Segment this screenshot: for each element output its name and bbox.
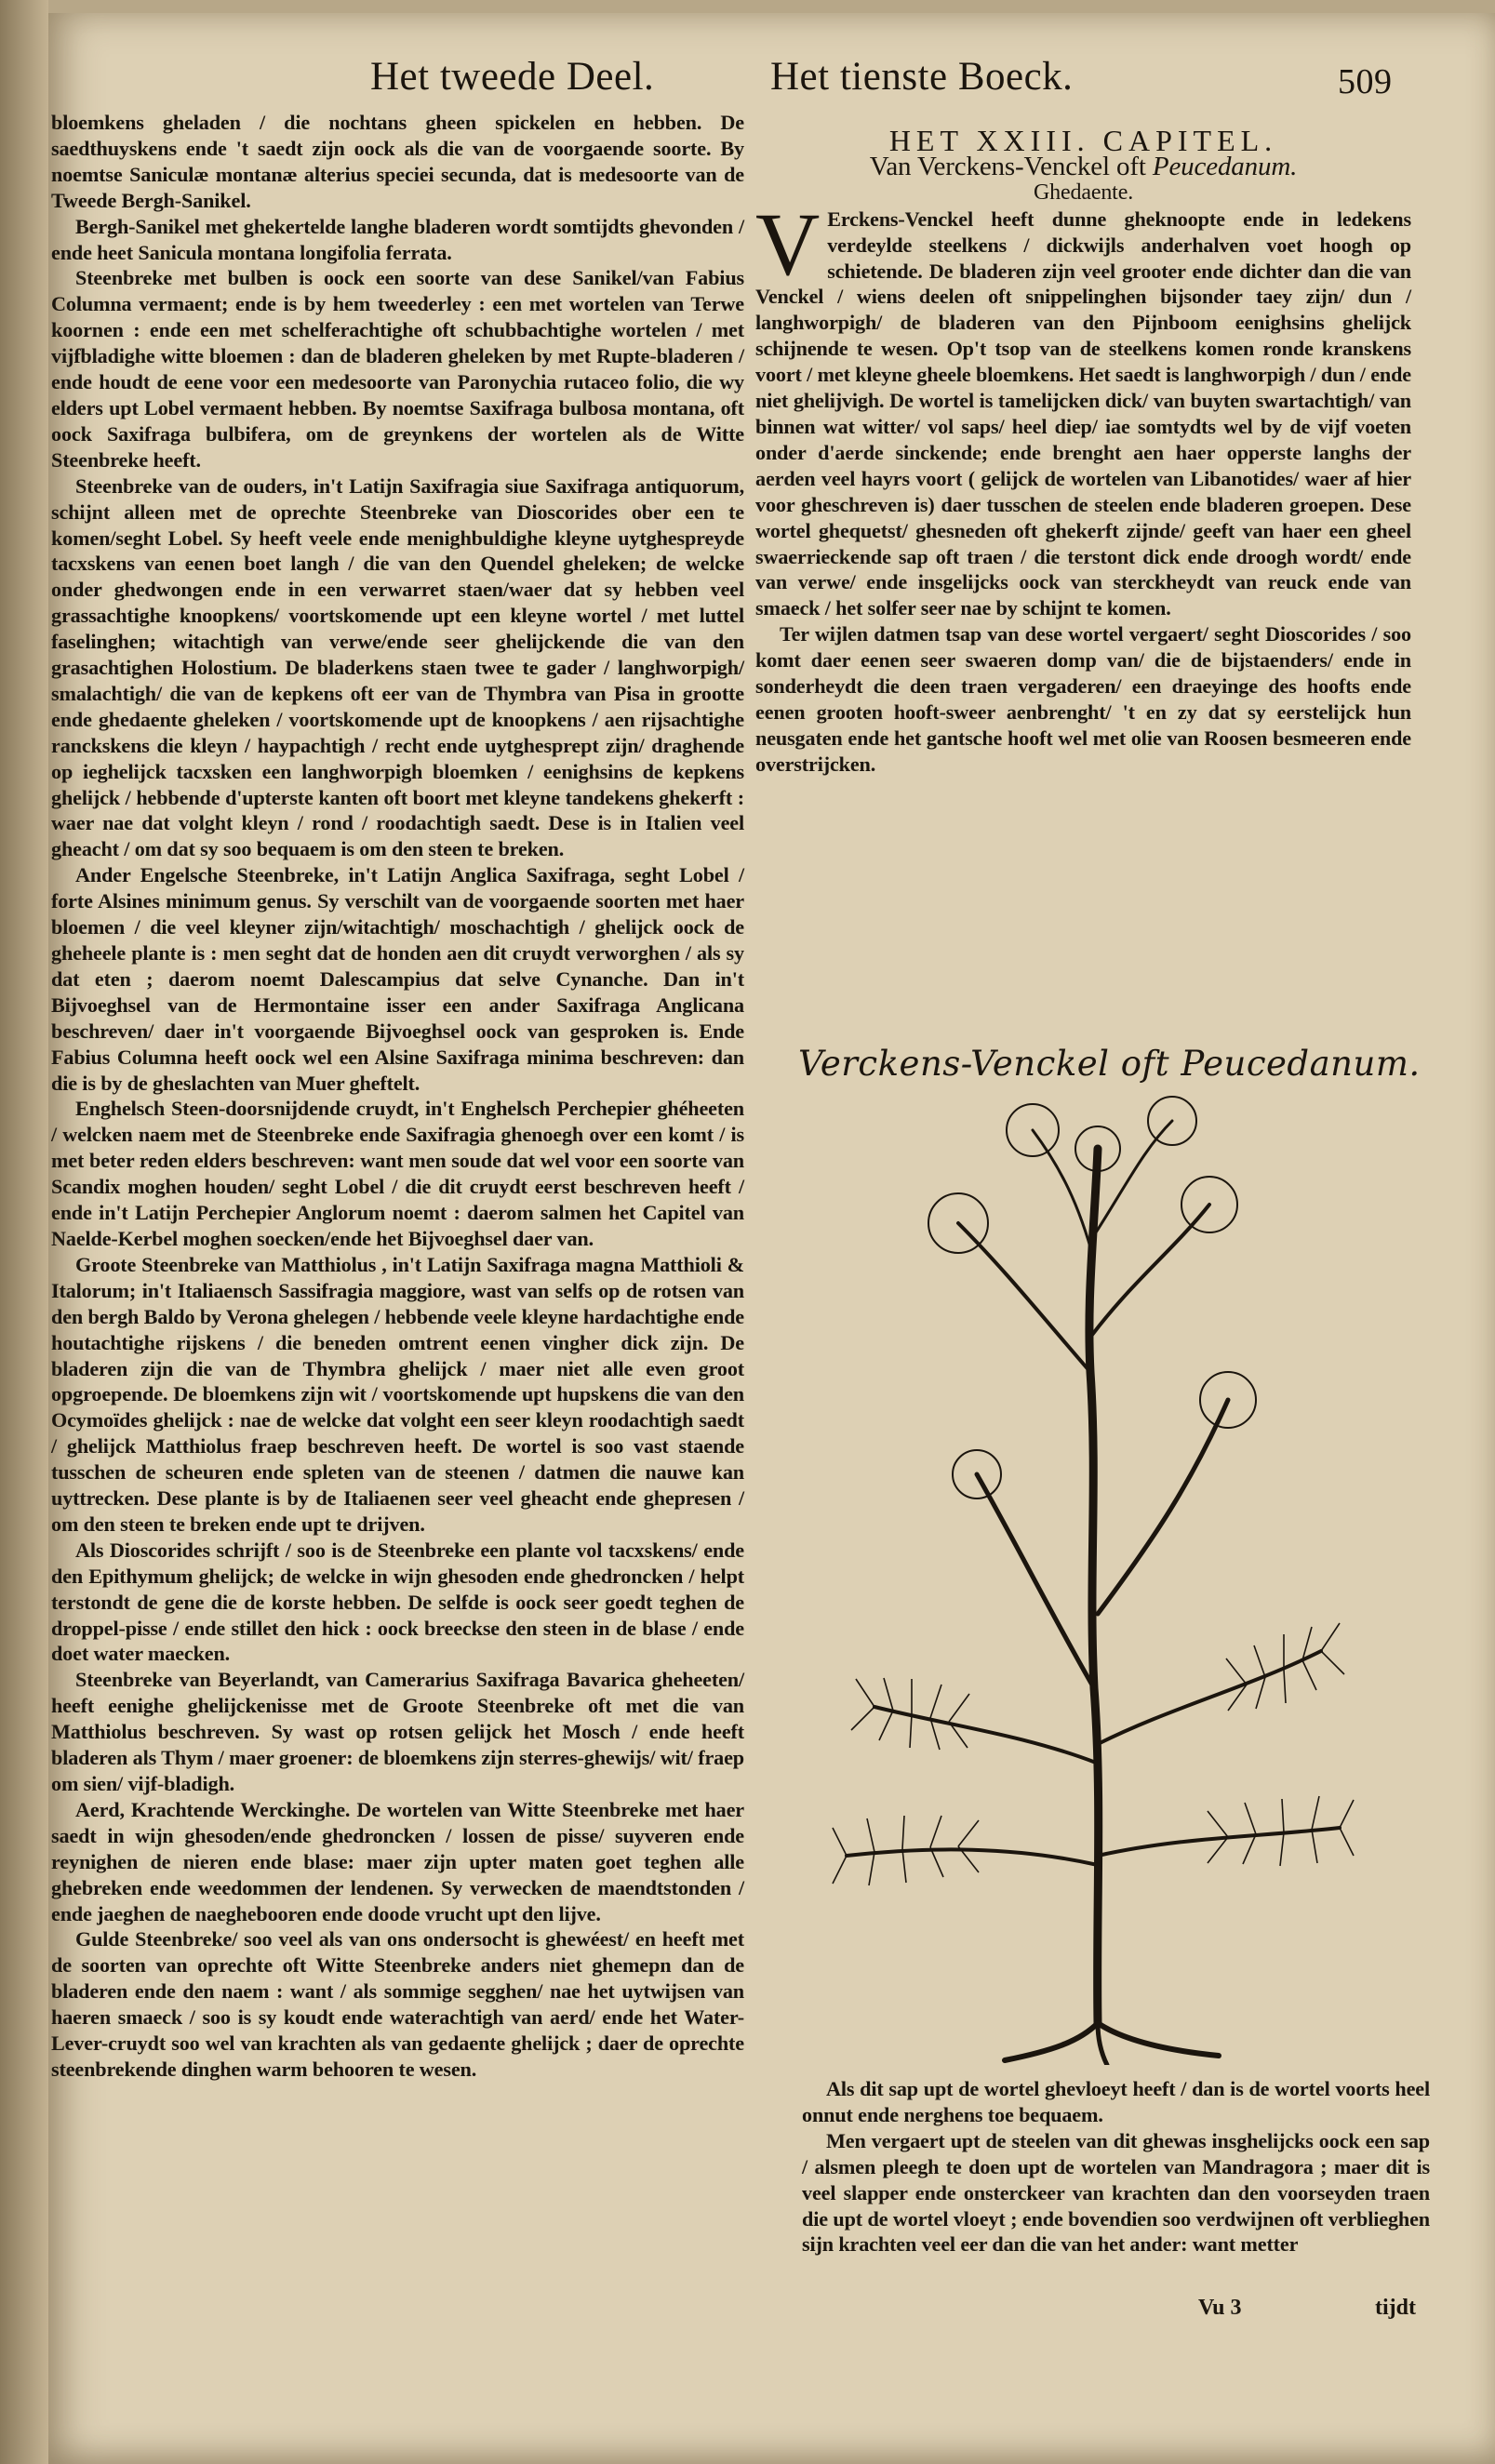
paragraph-text: bloemkens gheladen / die nochtans gheen spickelen en hebben. De saedthuyskens ende 't saedt zijn oock als die van de voorgaende soorte. By noemtse Saniculæ montanæ alterius speciei secunda, dat is medesoorte van de Tweede Bergh-Sanikel.	[51, 111, 744, 212]
chapter-paragraphs	[755, 193, 1411, 778]
paragraph-text: Men vergaert upt de steelen van dit ghewas insghelijcks oock een sap / alsmen pleegh te doen upt de wortelen van Mandragora ; maer dit is veel slapper ende onsterckeer van krachten dan den voorseyden traen die upt de wortel vloeyt ; ende bovendien soo verdwijnen oft verblieghen sijn krachten veel eer dan die van het ander: want metter	[802, 2128, 1430, 2257]
paragraph	[51, 1667, 744, 1797]
right-column-top	[755, 124, 1411, 778]
paragraph-text: Enghelsch Steen-doorsnijdende cruydt, in't Enghelsch Perchepier ghéheeten / welcken naem met de Steenbreke ende Saxifragia ghenoegh over een komt / is met beter reden elders beschreven: want men soude dat wel voor een soorte van Scandix moghen houden/ seght Lobel / die dit cruydt eerst beschreven heeft / ende in't Latijn Perchepier Anglorum noemt : daerom salmen het Capitel van Naelde-Kerbel moghen soecken/ende het Bijvoeghsel daer van.	[51, 1097, 744, 1250]
paragraph	[51, 1252, 744, 1538]
paragraph	[51, 862, 744, 1096]
paragraph	[802, 2076, 1430, 2128]
plant-woodcut-illustration	[819, 1093, 1395, 2065]
paragraph-text: Als dit sap upt de wortel ghevloeyt heeft / dan is de wortel voorts heel onnut ende nerghens toe bequaem.	[802, 2077, 1430, 2126]
paragraph-text: Gulde Steenbreke/ soo veel als van ons ondersocht is ghewéest/ en heeft met de soorten van oprechte oft Witte Steenbreke anders niet ghemepn dan de bladeren ende den naem : want / als sommige segghen/ nae het uytwijsen van haeren smaeck / soo is sy koudt ende waterachtigh van aerd/ ende het Water-Lever-cruydt soo wel van krachten als van gedaente ghelijck ; daer de oprechte steenbrekende dinghen warm behooren te wesen.	[51, 1927, 744, 2081]
paragraph-text: Steenbreke van Beyerlandt, van Camerarius Saxifraga Bavarica gheheeten/ heeft eenighe ghelijckenisse met de Groote Steenbreke oft met die van Matthiolus beschreven. Sy wast op rotsen gelijck het Mosch / ende heeft bladeren als Thym / maer groener: de bloemkens zijn sterres-ghewijs/ wit/ fraep om sien/ vijf-bladigh.	[51, 1668, 744, 1795]
right-column-bottom	[802, 2076, 1430, 2258]
paragraph	[51, 473, 744, 863]
paragraph-text: Groote Steenbreke van Matthiolus , in't Latijn Saxifraga magna Matthioli & Italorum; in't Italiaensch Sassifragia maggiore, wast van selfs op de rotsen van den bergh Baldo by Verona ghelegen / hebbende veele kleyne hardachtighe ende houtachtighe rijskens / die beneden omtrent eenen vingher dick zijn. De bladeren zijn die van de Thymbra ghelijck / maer niet alle even groot opgroepende. De bloemkens zijn wit / voortskomende upt hupskens die van den Ocymoïdes ghelijck : nae de welcke dat volght een seer kleyn roodachtigh saedt / ghelijck Matthiolus fraep beschreven heeft. De wortel is soo vast staende tusschen de scheuren ende spleten van de steenen / datmen die nauwe kan uyttrecken. Dese plante is by de Italiaenen seer veel gheacht ende ghepresen / om den steen te breken ende upt te drijven.	[51, 1252, 744, 1536]
paragraph-text: Erckens-Venckel heeft dunne gheknoopte ende in ledekens verdeylde steelkens / dickwijls anderhalven voet hoogh op schietende. De bladeren zijn veel grooter ende dichter dan die van Venckel / wiens deelen oft snippelinghen bijsonder taey zijn/ dun / langhworpigh/ de bladeren van den Pijnboom eenighsins ghelijck schijnende te wesen. Op't tsop van de steelkens komen ronde kranskens voort / met kleyne gheele bloemkens. Het saedt is langhworpigh / dun / ende niet ghelijvigh. De wortel is tamelijcken dick/ van buyten swartachtigh/ van binnen wat witter/ vol saps/ heel diep/ iae somtydts wel by de vijf voeten onder d'aerde sinckende; ende brenght aen haer opperste langhs der aerden veel hayrs voort ( gelijck de wortelen van Libanotides/ waer af hier voor gheschreven is) daer tusschen de steelen ende bladeren groepen. Dese wortel ghequetst/ ghesneden oft ghekerft zijnde/ geeft van haer een gheel swaerrieckende sap oft traen / die terstont dick ende droogh wordt/ ende van verwe/ ende insgelijcks oock van sterckheydt van reuck ende van smaeck / het solfer seer nae by schijnt te komen.	[755, 206, 1411, 620]
drop-cap: V	[755, 193, 821, 294]
paragraph-text: Aerd, Krachtende Werckinghe. De wortelen van Witte Steenbreke met haer saedt in wijn ghesoden/ende ghedroncken / lossen de pisse/ suyveren ende reynighen de nieren ende blase: maer zijn upter maten goet teghen alle ghebreken ende weedommen der lendenen. Sy verwecken de maendtstonden / ende jaeghen de naeghebooren ende doode vrucht upt den lijve.	[51, 1797, 744, 1925]
paragraph	[51, 1096, 744, 1251]
paragraph-text: Steenbreke van de ouders, in't Latijn Saxifragia siue Saxifraga antiquorum, schijnt alleen met de oprechte Steenbreke van Dioscorides ober een te komen/seght Lobel. Sy heeft veele ende menighbuldighe kleyne uytghespreyde tacxskens van eenen boet langh / die van den Quendel gheleken; de welcke onder ghedwongen ende in een verwarret staen/waer dat sy hebben veel grassachtighe knoopkens/ voortskomende upt een kleyne wortel / met luttel faselinghen; witachtigh van verwe/ende seer ghelijckende die van den grasachtighen Holostium. De bladerkens staen twee te gader / langhworpigh/ smalachtigh/ die van de kepkens oft eer van de Thymbra van Pisa in grootte ende ghedaente gheleken / voortskomende upt de knoopkens / aen rijsachtighe ranckskens die kleyn / haypachtigh / recht ende uytghesprept zijn/ draghende op ieghelijck tacxsken een langhworpigh bloemken / eenighsins de kepkens ghelijck / hebbende d'upterste kanten oft boort met kleyne tandekens ghekerft : waer nae dat volght kleyn / rond / roodachtigh saedt. Dese is in Italien veel gheacht / om dat sy soo bequaem is om den steen te breken.	[51, 473, 744, 861]
paragraph	[51, 110, 744, 214]
paragraph	[51, 1797, 744, 1927]
paragraph	[755, 621, 1411, 777]
paragraph-text: Als Dioscorides schrijft / soo is de Steenbreke een plante vol tacxskens/ ende den Epithymum ghelijck; de welcke in wijn ghesoden ende ghedroncken / helpt terstondt de gene die de korste hebben. De selfde is oock seer goedt teghen de droppel-pisse / ende stillet den hick : oock breeckse den steen in de blase / ende doet water maecken.	[51, 1538, 744, 1666]
page-number: 509	[1338, 62, 1393, 101]
chapter-number: HET XXIII. CAPITEL.	[888, 124, 1278, 157]
paragraph	[51, 1538, 744, 1668]
running-head-right: Het tienste Boeck.	[770, 55, 1074, 99]
catchword: tijdt	[1375, 2296, 1416, 2320]
section-heading: Ghedaente.	[1033, 180, 1134, 205]
paragraph-text: Ander Engelsche Steenbreke, in't Latijn Anglica Saxifraga, seght Lobel / forte Alsines minimum genus. Sy verschilt van de voorgaende soorten met haer bloemen / die veel kleyner zijn/witachtigh/ moschachtigh / ghelijck oock de gheheele plante is : men seght dat de honden aen dit cruydt verworghen / als sy dat eten ; daerom noemt Dalescampius dat selve Cynanche. Dan in't Bijvoeghsel van de Hermontaine isser een ander Saxifraga Anglicana beschreven/ daer in't voorgaende Bijvoeghsel oock van gesproken is. Ende Fabius Columna heeft oock wel een Alsine Saxifraga minima beschreven: dan die is by de gheslachten van Muer gheftelt.	[51, 863, 744, 1095]
chapter-title: Van Verckens-Venckel oft Peucedanum.	[869, 151, 1298, 181]
paragraph-text: Steenbreke met bulben is oock een soorte van dese Sanikel/van Fabius Columna vermaent; ende is by hem tweederley : een met wortelen van Terwe koornen : ende een met schelferachtighe oft schubbachtighe wortelen / met vijfbladighe witte bloemen : dan de bladeren gheleken by met Rupte-bladeren / ende houdt de eene voor een medesoorte van Paronychia rutaceo folio, die wy elders upt Lobel vermaent hebben. By noemtse Saxifraga bulbosa montana, oft oock Saxifraga bulbifera, om de greynkens der wortelen als de Witte Steenbreke heeft.	[51, 266, 744, 472]
paragraph-text: Bergh-Sanikel met ghekertelde langhe bladeren wordt somtijdts ghevonden / ende heet Sanicula montana longifolia ferrata.	[51, 214, 744, 264]
binding-edge	[0, 0, 48, 2464]
figure-caption: Verckens-Venckel oft Peucedanum.	[798, 1044, 1421, 1084]
paragraph	[755, 193, 1411, 622]
left-column	[51, 110, 744, 2083]
paragraph	[51, 265, 744, 473]
running-head-left: Het tweede Deel.	[370, 55, 655, 99]
paragraph	[802, 2128, 1430, 2258]
paragraph	[51, 1926, 744, 2082]
signature-mark: Vu 3	[1198, 2296, 1242, 2320]
paragraph	[51, 214, 744, 266]
paragraph-text: Ter wijlen datmen tsap van dese wortel vergaert/ seght Dioscorides / soo komt daer eenen seer swaeren domp van/ die de bijstaenders/ ende in sonderheydt die deen traen vergaderen/ een draeyinge des hoofts ende eenen grooten hooft-sweer aenbrenght/ 't en zy dat sy eerstelijck hun neusgaten ende het gantsche hooft wel met olie van Roosen besmeeren ende overstrijcken.	[755, 622, 1411, 776]
